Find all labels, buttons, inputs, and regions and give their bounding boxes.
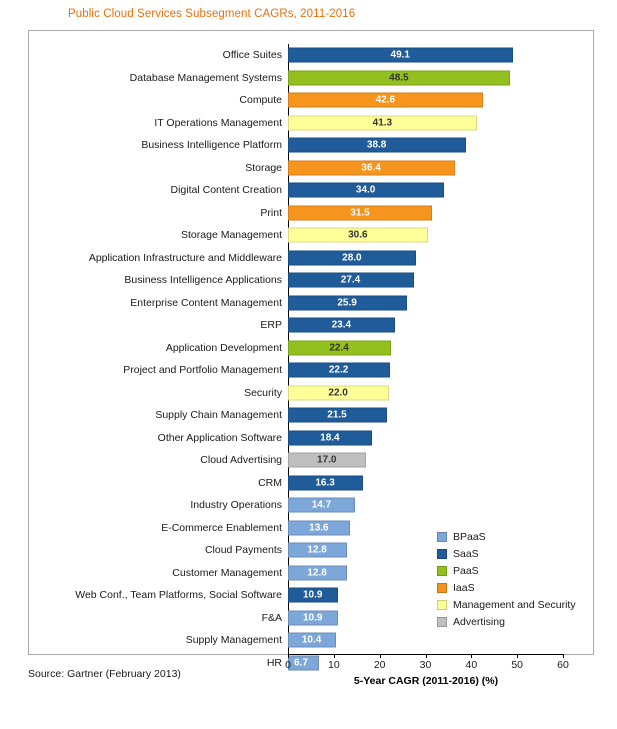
chart-bar-row	[88, 247, 563, 270]
category-label: ERP	[260, 319, 282, 332]
legend-label: PaaS	[453, 564, 479, 577]
legend-item	[437, 545, 576, 562]
chart-bar-row	[129, 67, 563, 90]
chart-bar-row	[124, 269, 563, 292]
x-tick	[563, 654, 564, 658]
legend-label: SaaS	[453, 547, 479, 560]
category-label: Business Intelligence Platform	[141, 139, 282, 152]
bar-value-label: 22.2	[328, 364, 349, 376]
chart-bar-row	[181, 224, 563, 247]
x-tick	[288, 654, 289, 658]
chart-bar-row	[245, 157, 563, 180]
bar-value-label: 34.0	[355, 184, 376, 196]
x-tick-label: 20	[373, 659, 386, 671]
bar-value-label: 6.7	[294, 657, 308, 669]
bar-value-label: 41.3	[372, 117, 393, 129]
chart-bar-row	[154, 112, 563, 135]
category-label: Business Intelligence Applications	[124, 274, 282, 287]
category-label: Security	[244, 386, 282, 399]
bar-value-label: 14.7	[311, 499, 332, 511]
category-label: Web Conf., Team Platforms, Social Software	[75, 589, 282, 602]
bar-value-label: 12.8	[307, 544, 327, 556]
chart-bar-row	[222, 44, 563, 67]
bar-value-label: 27.4	[340, 274, 361, 286]
category-label: F&A	[261, 611, 282, 624]
category-label: Digital Content Creation	[170, 184, 282, 197]
legend-swatch	[437, 600, 447, 610]
category-label: Industry Operations	[190, 499, 282, 512]
x-axis-title: 5-Year CAGR (2011-2016) (%)	[353, 675, 499, 687]
x-tick	[334, 654, 335, 658]
x-tick	[517, 654, 518, 658]
bar-value-label: 42.6	[375, 94, 396, 106]
x-tick	[380, 654, 381, 658]
category-label: Print	[260, 206, 282, 219]
category-label: Cloud Advertising	[200, 454, 282, 467]
chart-bar-row	[190, 494, 563, 517]
bar-value-label: 30.6	[348, 229, 368, 241]
legend-item	[437, 613, 576, 630]
category-label: Database Management Systems	[129, 71, 282, 84]
x-tick-label: 30	[419, 659, 432, 671]
category-label: Storage Management	[181, 229, 282, 242]
category-label: Other Application Software	[157, 431, 282, 444]
legend-swatch	[437, 566, 447, 576]
bar-value-label: 28.0	[342, 252, 362, 264]
chart-bar-row	[244, 382, 563, 405]
bar-value-label: 48.5	[389, 72, 409, 84]
chart-bar-row	[260, 314, 563, 337]
bar-value-label: 36.4	[361, 162, 381, 174]
chart-bar-row	[258, 472, 563, 495]
category-label: Enterprise Content Management	[130, 296, 282, 309]
category-label: Application Infrastructure and Middleware	[88, 251, 282, 264]
category-label: Cloud Payments	[204, 544, 282, 557]
bar-value-label: 16.3	[315, 477, 335, 489]
x-tick	[426, 654, 427, 658]
legend-swatch	[437, 549, 447, 559]
chart-bar-row	[200, 449, 563, 472]
bar-value-label: 10.9	[302, 589, 323, 601]
bar-value-label: 22.0	[328, 387, 348, 399]
bar-value-label: 10.4	[301, 634, 322, 646]
x-tick-label: 50	[511, 659, 523, 671]
legend-item	[437, 528, 576, 545]
bar-value-label: 13.6	[309, 522, 329, 534]
x-tick-label: 40	[465, 659, 478, 671]
bar-value-label: 12.8	[307, 567, 327, 579]
category-label: IT Operations Management	[154, 116, 282, 129]
source-note: Source: Gartner (February 2013)	[28, 668, 181, 680]
chart-bar-row	[170, 179, 563, 202]
bar-value-label: 10.9	[302, 612, 323, 624]
bar-value-label: 21.5	[327, 409, 347, 421]
bar-value-label: 25.9	[337, 297, 357, 309]
chart-bar-row	[239, 89, 563, 112]
category-label: Office Suites	[222, 49, 282, 62]
legend-label: Advertising	[453, 615, 505, 628]
chart-bar-row	[165, 337, 563, 360]
chart-bar-row	[123, 359, 563, 382]
category-label: Application Development	[165, 341, 282, 354]
legend-swatch	[437, 583, 447, 593]
category-label: Project and Portfolio Management	[123, 364, 282, 377]
page-title: Public Cloud Services Subsegment CAGRs, 2011-2016	[68, 8, 356, 20]
bar-value-label: 38.8	[366, 139, 387, 151]
legend-label: Management and Security	[453, 598, 576, 611]
chart-bar-row	[141, 134, 563, 157]
chart-bar-row	[260, 202, 563, 225]
legend-label: IaaS	[453, 581, 475, 594]
category-label: E-Commerce Enablement	[161, 521, 282, 534]
category-label: Supply Management	[185, 634, 282, 647]
x-tick-label: 10	[327, 659, 340, 671]
category-label: HR	[266, 656, 282, 669]
bar-value-label: 17.0	[316, 454, 337, 466]
legend-item	[437, 579, 576, 596]
category-label: Compute	[239, 94, 282, 107]
chart-bar-row	[185, 629, 563, 652]
chart-bar-row	[130, 292, 563, 315]
chart-bar-row	[157, 427, 563, 450]
bar-value-label: 31.5	[350, 207, 370, 219]
category-label: Supply Chain Management	[155, 409, 282, 422]
category-label: Customer Management	[172, 566, 282, 579]
legend-item	[437, 562, 576, 579]
x-tick-label: 0	[285, 659, 291, 671]
legend-label: BPaaS	[453, 530, 486, 543]
chart-legend	[437, 528, 576, 630]
legend-swatch	[437, 532, 447, 542]
bar-value-label: 23.4	[331, 319, 352, 331]
legend-swatch	[437, 617, 447, 627]
bar-value-label: 49.1	[390, 49, 410, 61]
chart-bar-row	[155, 404, 563, 427]
bar-value-label: 22.4	[329, 342, 349, 354]
category-label: CRM	[258, 476, 282, 489]
legend-item	[437, 596, 576, 613]
category-label: Storage	[245, 161, 282, 174]
x-tick	[471, 654, 472, 658]
x-tick-label: 60	[557, 659, 569, 671]
bar-value-label: 18.4	[320, 432, 340, 444]
